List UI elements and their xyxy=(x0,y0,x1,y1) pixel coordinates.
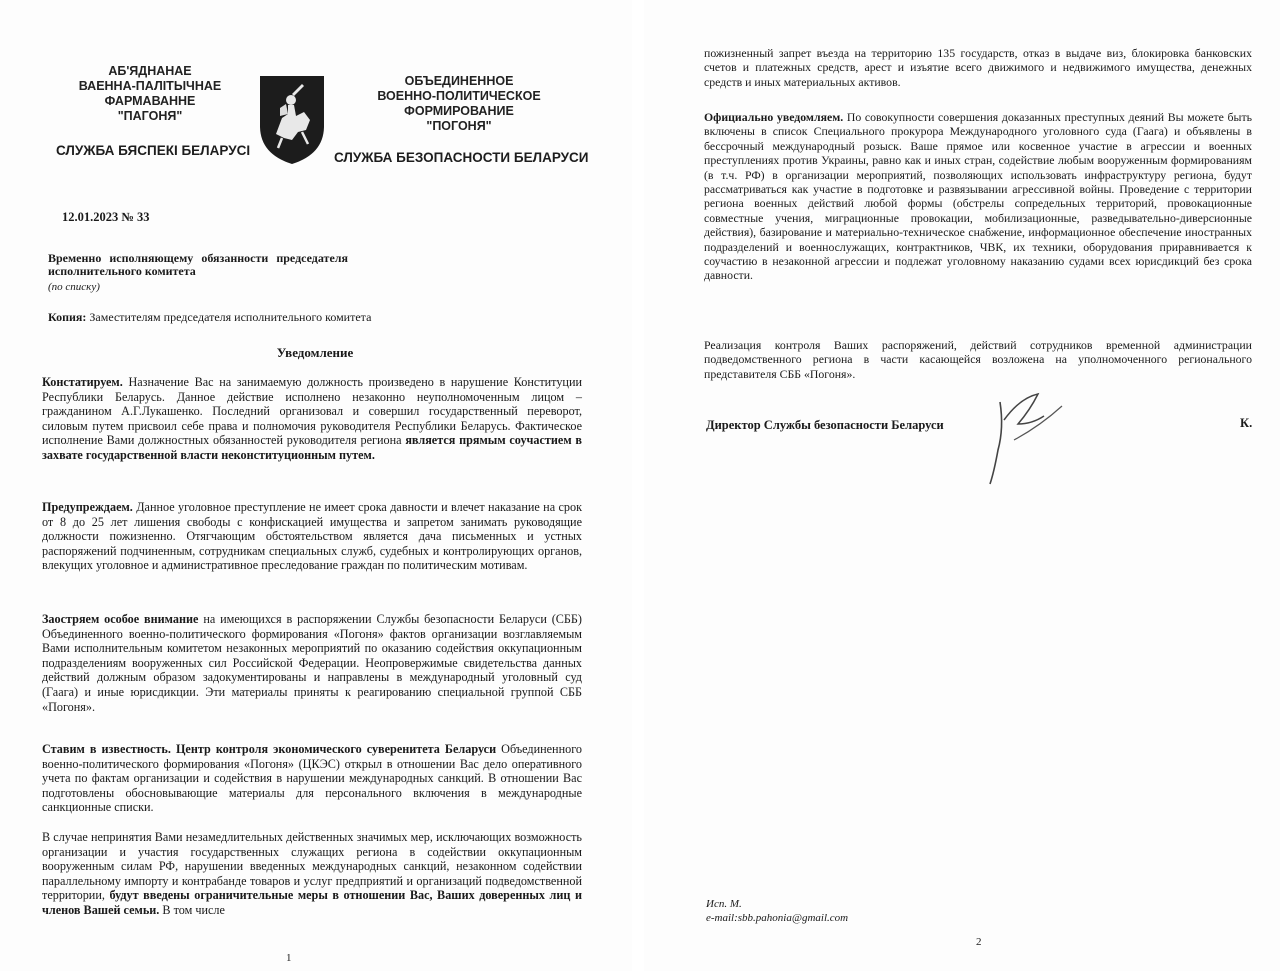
paragraph-attention xyxy=(42,612,582,714)
paragraph-control: Реализация контроля Ваших распоряжений, действий сотрудников временной администрации подведомственного региона в части касающейся возложена на уполномоченного регионального представителя СББ «Погоня». xyxy=(704,338,1252,381)
paragraph-lead: Предупреждаем. xyxy=(42,500,133,514)
document-page-2 xyxy=(644,0,1280,971)
paragraph-consequences xyxy=(42,830,582,918)
service-name-russian: СЛУЖБА БЕЗОПАСНОСТИ БЕЛАРУСИ xyxy=(334,150,589,165)
paragraph-lead: Заостряем особое внимание xyxy=(42,612,199,626)
paragraph-state xyxy=(42,375,582,463)
contact-email: e-mail:sbb.pahonia@gmail.com xyxy=(706,912,849,924)
paragraph-text: Назначение Вас на занимаемую должность произведено в нарушение Конституции Республики Беларусь. Данное действие исполнено незаконно неуполномоченным лицом – гражданином А.Г.Лукашенко. Последний организовал и совершил государственный переворот, силовым путем присвоил себе права и полномочия руководителя Республики Беларусь. Фактическое исполнение Вами должностных обязанностей руководителя региона xyxy=(42,375,582,448)
paragraph-lead: Официально уведомляем. xyxy=(704,110,844,124)
paragraph-text: В случае непринятия Вами незамедлительных действенных значимых мер, исключающих возможность организации и участия государственных служащих региона в содействии оккупационным вооруженным силам РФ, нарушении введенных международных санкций, незаконном содействии параллельному импорту и контрабанде товаров и услуг предприятий и организаций подведомственной территории, xyxy=(42,830,582,903)
date-number: 12.01.2023 № 33 xyxy=(62,210,150,224)
copy-text: Заместителям председателя исполнительного комитета xyxy=(86,310,372,324)
paragraph-emphasis: будут введены ограничительные меры в отношении Вас, Ваших доверенных лиц и членов Вашей семьи. xyxy=(42,888,582,917)
page-gap xyxy=(632,0,644,971)
paragraph-continuation: пожизненный запрет въезда на территорию 135 государств, отказ в выдаче виз, блокировка банковских счетов и платежных средств, арест и изъятие всего движимого и недвижимого имущества, денежных средств и иных материальных активов. xyxy=(704,46,1252,89)
copy-line xyxy=(48,310,468,325)
executor: Исп. М. xyxy=(706,898,742,910)
paragraph-official-notice xyxy=(704,110,1252,283)
document-page-1 xyxy=(0,0,632,971)
pahonia-emblem-icon xyxy=(258,74,326,166)
page-number: 2 xyxy=(976,936,982,948)
copy-label: Копия: xyxy=(48,310,87,324)
signature-icon xyxy=(980,380,1090,490)
paragraph-lead: Констатируем. xyxy=(42,375,123,389)
paragraph-tail: В том числе xyxy=(159,902,225,917)
document-title: Уведомление xyxy=(276,345,354,360)
addressee: Временно исполняющему обязанности председателя исполнительного комитета xyxy=(48,251,348,278)
paragraph-text: Объединенного военно-политического формирования «Погоня» (ЦКЭС) открыл в отношении Вас дело оперативного учета по фактам организации и содействия в нарушении международных санкций. В отношении Вас подготовлены обосновывающие материалы для персонального включения в международные санкционные списки. xyxy=(42,742,582,815)
paragraph-text: Данное уголовное преступление не имеет срока давности и влечет наказание на срок от 8 до 25 лет лишения свободы с конфискацией имущества и запретом занимать руководящие должности пожизненно. Отягчающим обстоятельством является дача письменных и устных распоряжений подчиненным, сотрудникам специальных служб, судебных и контролирующих органов, влекущих уголовное и административное преследование граждан по политическим мотивам. xyxy=(42,500,582,573)
header-right-org-name: ОБЪЕДИНЕННОЕ ВОЕННО-ПОЛИТИЧЕСКОЕ ФОРМИРОВАНИЕ "ПОГОНЯ" xyxy=(377,74,541,133)
director-title: Директор Службы безопасности Беларуси xyxy=(706,418,944,432)
paragraph-text: на имеющихся в распоряжении Службы безопасности Беларуси (СББ) Объединенного военно-политического формирования «Погоня» фактов организации возглавляемым Вами исполнительным комитетом незаконных мероприятий по оказанию содействия оккупационным подразделениям вооруженных сил Российской Федерации. Неопровержимые свидетельства данных действий должным образом задокументированы и направлены в международный уголовный суд (Гаага) и иные юрисдикции. Эти материалы приняты к реагированию специальной группой СББ «Погоня». xyxy=(42,612,582,714)
paragraph-emphasis: является прямым соучастием в захвате государственной власти неконституционным путем. xyxy=(42,433,582,462)
paragraph-lead: Ставим в известность. Центр контроля экономического суверенитета Беларуси xyxy=(42,742,497,756)
service-name-belarusian: СЛУЖБА БЯСПЕКІ БЕЛАРУСІ xyxy=(56,143,251,158)
paragraph-text: По совокупности совершения доказанных преступных деяний Вы можете быть включены в список Специального прокурора Международного уголовного суда (Гаага) и объявлены в бессрочный международный розыск. Ваше прямое или косвенное участие в агрессии и военных преступлениях против Украины, равно как и иных стран, содействие любым вооруженным формированиям (в т.ч. РФ) в организации мероприятий, позволяющих использовать инфраструктуру региона, будут рассматриваться как участие в подготовке и развязывании агрессивной войны. Проведение с территории региона военных действий любой формы (обстрелы сопредельных территорий, провокационные совместные учения, миграционные провокации, мобилизационные, разведывательно-диверсионные действия), базирование и материально-техническое снабжение, информационное обеспечение иностранных подразделений и военнослужащих, контрактников, ЧВК, их техники, оборудования приравнивается к соучастию в незаконной агрессии и подлежат уголовному наказанию судами всех юрисдикций без срока давности. xyxy=(704,110,1253,283)
addressee-note: (по списку) xyxy=(48,281,100,293)
header-left-org-name: АБ'ЯДНАНАЕ ВАЕННА-ПАЛІТЫЧНАЕ ФАРМАВАННЕ "ПАГОНЯ" xyxy=(78,64,222,123)
paragraph-notice xyxy=(42,742,582,815)
page-number: 1 xyxy=(286,952,292,964)
director-initial: К. xyxy=(1240,416,1253,430)
paragraph-warn xyxy=(42,500,582,573)
